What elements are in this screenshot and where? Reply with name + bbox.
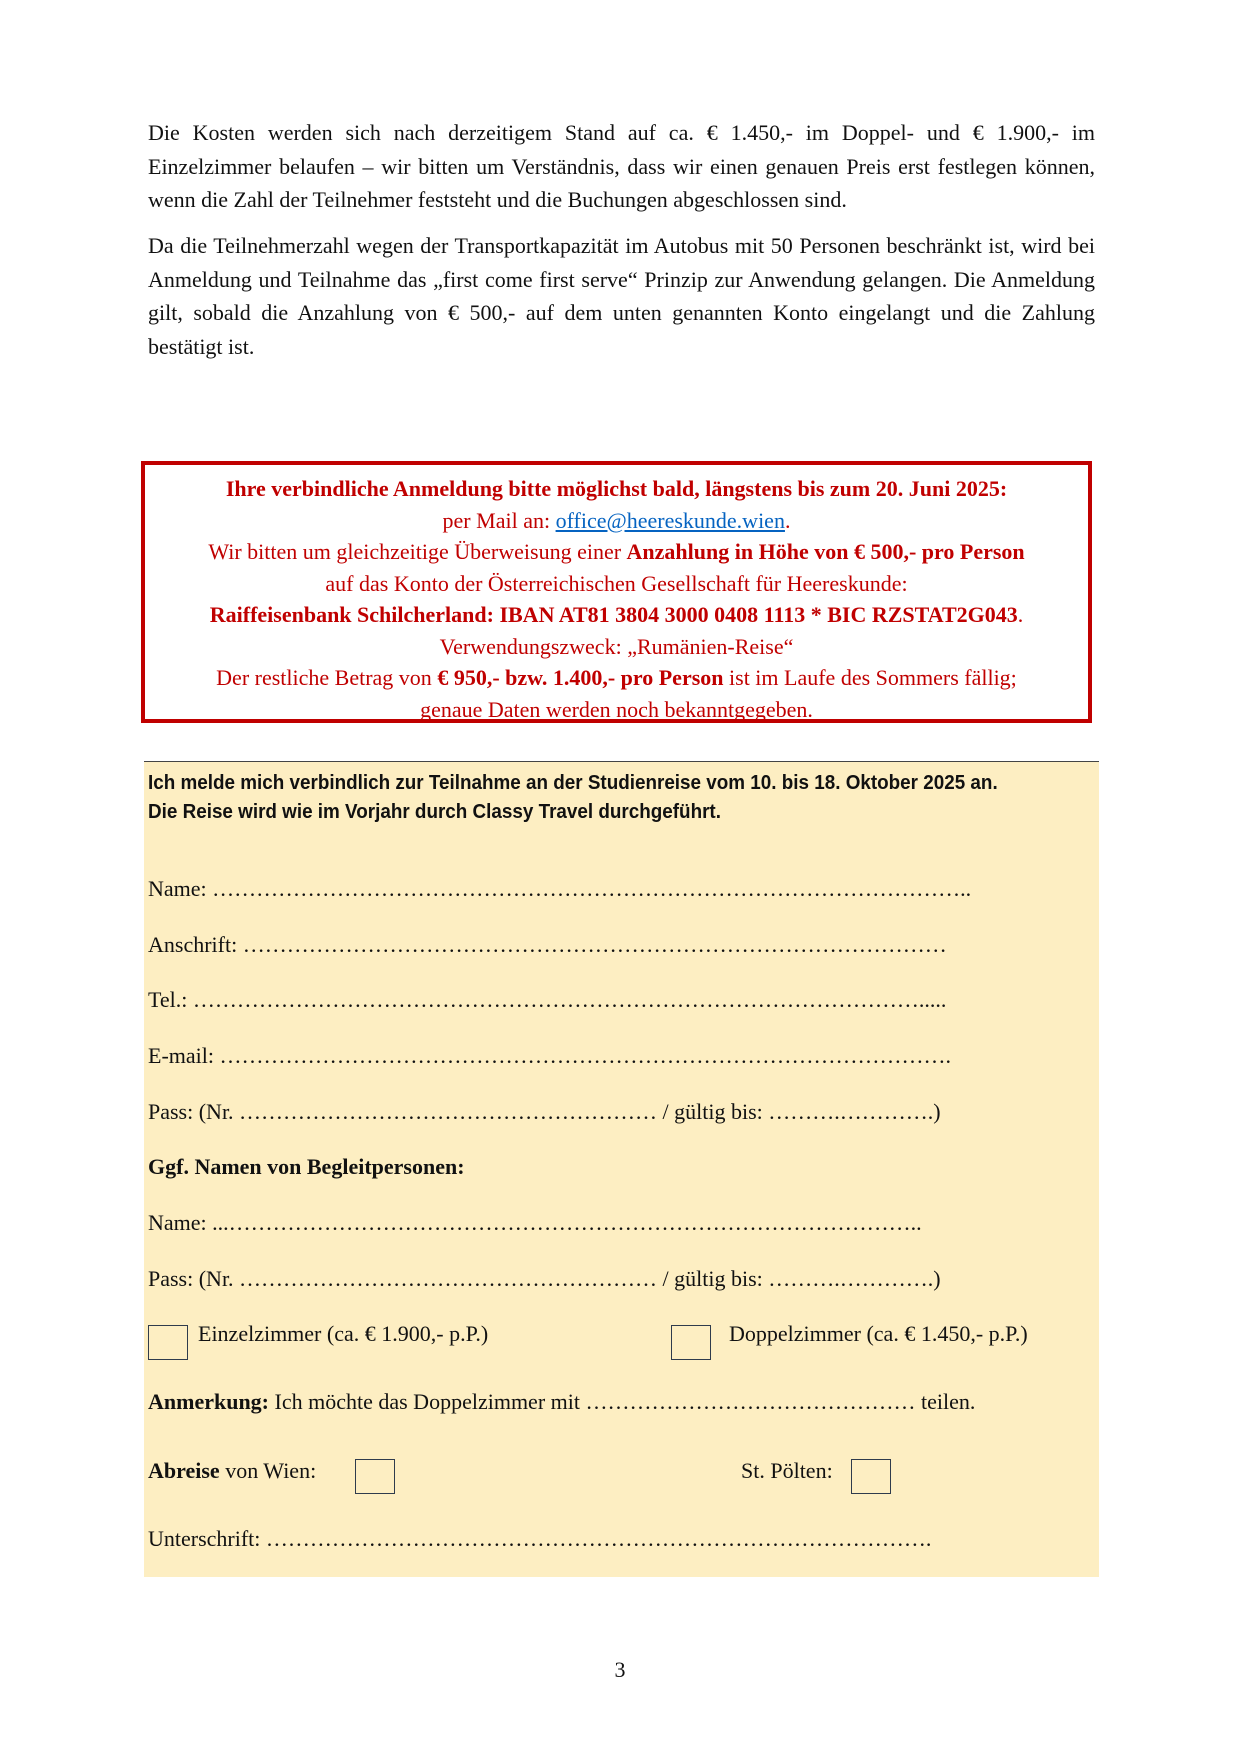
notice-bank-line: Raiffeisenbank Schilcherland: IBAN AT81 3804 3000 0408 1113 * BIC RZSTAT2G043.: [209, 602, 1024, 627]
remark-field[interactable]: Anmerkung: Ich möchte das Doppelzimmer mit ……………………………………… teilen.: [148, 1389, 976, 1414]
form-header: [148, 768, 1013, 826]
intro-paragraph-registration: Da die Teilnehmerzahl wegen der Transportkapazität im Autobus mit 50 Personen beschränkt ist, wird bei Anmeldung und Teilnahme das „first come first serve“ Prinzip zur Anwendung gelangen. Die Anmeldung gilt, sobald die Anzahlung von € 500,- auf dem unten genannten Konto eingelangt und die Zahlung bestätigt ist.: [148, 233, 1095, 359]
departure-st-poelten-checkbox[interactable]: [851, 1459, 891, 1494]
single-room-label: Einzelzimmer (ca. € 1.900,- p.P.): [198, 1321, 489, 1346]
intro-paragraph-costs: Die Kosten werden sich nach derzeitigem Stand auf ca. € 1.450,- im Doppel- und € 1.900,- im Einzelzimmer belaufen – wir bitten um Verständnis, dass wir einen genauen Preis erst festlegen können, wenn die Zahl der Teilnehmer feststeht und die Buchungen abgeschlossen sind.: [148, 120, 1095, 212]
notice-dates-line: genaue Daten werden noch bekanntgegeben.: [420, 696, 813, 722]
email-link[interactable]: office@heereskunde.wien: [555, 507, 785, 533]
notice-account-line: auf das Konto der Österreichischen Gesellschaft für Heereskunde:: [325, 570, 908, 596]
notice-purpose-line: Verwendungszweck: „Rumänien-Reise“: [439, 633, 794, 659]
notice-rest-line: Der restliche Betrag von € 950,- bzw. 1.400,- pro Person ist im Laufe des Sommers fällig;: [216, 665, 1017, 690]
departure-st-poelten-label: St. Pölten:: [741, 1458, 833, 1483]
notice-deadline: Ihre verbindliche Anmeldung bitte möglichst bald, längstens bis zum 20. Juni 2025:: [225, 476, 1008, 501]
registration-notice-box: [141, 461, 1092, 723]
departure-vienna-label: Abreise von Wien:: [148, 1458, 317, 1483]
form-header-line-2: Die Reise wird wie im Vorjahr durch Classy Travel durchgeführt.: [148, 800, 721, 823]
form-header-line-1: Ich melde mich verbindlich zur Teilnahme an der Studienreise vom 10. bis 18. Oktober 2025 an.: [148, 771, 998, 794]
companions-heading: Ggf. Namen von Begleitpersonen:: [148, 1154, 465, 1179]
companion-name-field[interactable]: Name: ...…………………………………………………………………………………..: [148, 1210, 922, 1235]
notice-mail-line: per Mail an: office@heereskunde.wien.: [442, 507, 791, 533]
departure-vienna-checkbox[interactable]: [355, 1459, 395, 1494]
passport-field[interactable]: Pass: (Nr. ………………………………………………… / gültig bis: ……….………….): [148, 1099, 941, 1124]
phone-field[interactable]: Tel.: ……………………………………………………………………………………….....: [148, 987, 947, 1012]
double-room-checkbox[interactable]: [671, 1325, 711, 1360]
page-number: 3: [614, 1657, 626, 1682]
notice-deposit-line: Wir bitten um gleichzeitige Überweisung einer Anzahlung in Höhe von € 500,- pro Person: [208, 539, 1025, 564]
email-field[interactable]: E-mail: ……………………………………………………………………………………….: [148, 1043, 951, 1068]
registration-form: [144, 761, 1099, 1577]
double-room-label: Doppelzimmer (ca. € 1.450,- p.P.): [729, 1321, 1028, 1346]
address-field[interactable]: Anschrift: ……………………………………………………………………………………: [148, 932, 947, 957]
signature-field[interactable]: Unterschrift: ……………………………………………………………………………….: [148, 1526, 932, 1551]
single-room-checkbox[interactable]: [148, 1325, 188, 1360]
name-field[interactable]: Name: …………………………………………………………………………………………..: [148, 876, 972, 901]
companion-passport-field[interactable]: Pass: (Nr. ………………………………………………… / gültig bis: ……….………….): [148, 1266, 941, 1291]
